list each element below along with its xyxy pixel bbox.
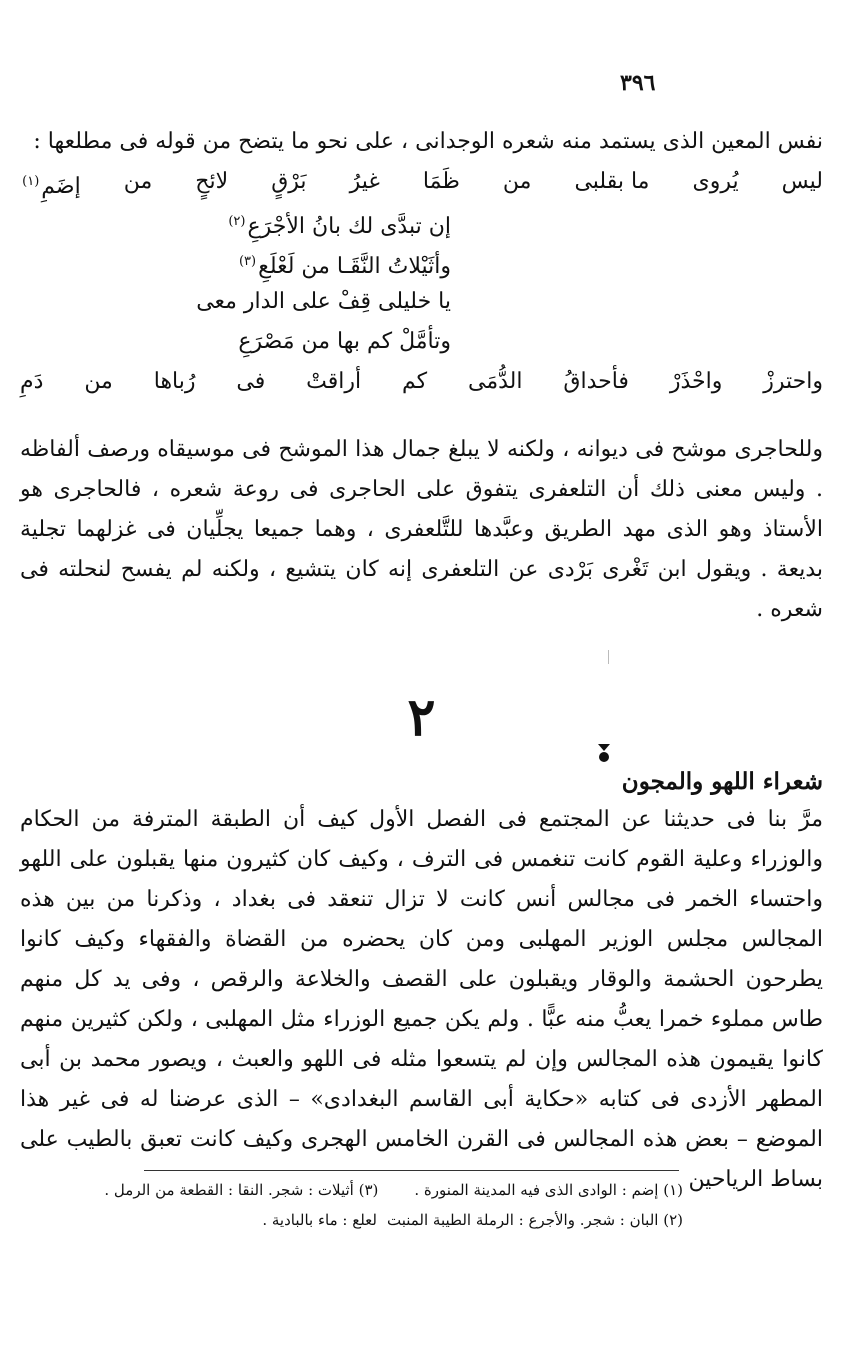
verse-word: كم (402, 369, 428, 394)
center-verse-line (226, 202, 451, 247)
verse-line-top (20, 162, 823, 202)
footnote-marker: (٣) (238, 254, 257, 269)
footnote-marker: (١) (22, 174, 40, 189)
verse-word: من (84, 369, 113, 394)
verse-word: واحْذَرْ (669, 369, 723, 394)
verse-word-last (20, 162, 81, 202)
footnote-1: (١) إضم : الوادى الذى فيه المدينة المنورة . (414, 1181, 683, 1199)
verse-word: ما بقلبى (574, 169, 650, 194)
verse-word: من (123, 169, 153, 194)
verse-word: بَرْقٍ (271, 169, 307, 194)
verse-word: من (502, 169, 532, 194)
verse-word: ليس (781, 169, 823, 194)
footnote-3: (٣) أثيلات : شجر. النقا : القطعة من الرمل . (104, 1181, 379, 1199)
verse-word: فى (236, 369, 266, 394)
verse-text: وتأمَّلْ كم بها من مَصْرَعِ (238, 329, 451, 354)
center-verse-line (196, 282, 451, 322)
verse-word: واحترزْ (763, 369, 823, 394)
footnote-4: لعلع : ماء بالبادية . (262, 1211, 377, 1229)
verse-word: يُروى (692, 169, 739, 194)
center-verse-line (238, 322, 451, 362)
footnote-row (3, 1178, 683, 1202)
intro-line: نفس المعين الذى يستمد منه شعره الوجدانى ، على نحو ما يتضح من قوله فى مطلعها : (33, 129, 823, 154)
verse-word: ظَمَا (422, 169, 460, 194)
verse-word: إضَمِ (41, 174, 81, 199)
paragraph-main: مرَّ بنا فى حديثنا عن المجتمع فى الفصل الأول كيف أن الطبقة المترفة من الحكام والوزراء وعلية القوم كانت تنغمس فى الترف ، وكيف كان كثيرون منها يقبلون على اللهو واحتساء الخمر فى مجالس أنس كانت لا تزال تنعقد فى بغداد ، وذكرنا من بين هذه المجالس مجلس الوزير المهلبى ومن كان يحضره من القضاة والفقهاء وكيف كانوا يطرحون الحشمة والوقار ويقبلون على القصف والخلاعة والرقص ، وفى يد كل منهم طاس مملوء خمرا يعبُّ منه عبًّا . ولم يكن جميع الوزراء مثل المهلبى ، ولكن كثيرين منهم كانوا يقيمون هذه المجالس وإن لم يتسعوا مثله فى اللهو والعبث ، ويصور محمد بن أبى المطهر الأزدى فى كتابه «حكاية أبى القاسم البغدادى» – الذى عرضنا له فى غير هذا الموضع – بعض هذه المجالس فى القرن الخامس الهجرى وكيف كانت تعبق بالطيب على بساط الرياحين (20, 807, 824, 1192)
footnote-marker: (٢) (228, 214, 246, 229)
verse-word: لائحٍ (195, 169, 229, 194)
verse-word: الدُّمَى (468, 369, 523, 394)
verse-word: أراقتْ (306, 369, 362, 394)
verse-text: إن تبدَّى لك بانُ الأجْرَعِ (247, 214, 451, 239)
footnote-row (3, 1208, 683, 1232)
section-number: ٢ (407, 687, 436, 748)
verse-word: رُباها (153, 369, 196, 394)
ornament-icon (594, 742, 614, 764)
verse-word: فأحداقُ (563, 369, 629, 394)
paragraph-hajiri: وللحاجرى موشح فى ديوانه ، ولكنه لا يبلغ جمال هذا الموشح فى موسيقاه ورصف ألفاظه . وليس معنى ذلك أن التلعفرى يتفوق على الحاجرى فى روعة شعره ، فالحاجرى هو الأستاذ وهو الذى مهد الطريق وعبَّدها للتَّلعفرى ، وهما جميعا يجلِّيان فى غزلهما تجلية بديعة . ويقول ابن تَغْرى بَرْدى عن التلعفرى إنه كان يتشيع ، ولكنه لم يفسح لنحلته فى شعره . (20, 437, 824, 622)
divider-mark (608, 650, 609, 664)
page-number: ٣٩٦ (620, 70, 656, 96)
section-title: شعراء اللهو والمجون (621, 768, 823, 795)
verse-word: دَمِ (20, 369, 44, 394)
verse-line-bottom (20, 362, 823, 402)
verse-text: يا خليلى قِفْ على الدار معى (196, 289, 451, 314)
footnote-2: (٢) البان : شجر. والأجرع : الرملة الطيبة المنبت (386, 1211, 683, 1229)
verse-word: غيرُ (349, 169, 380, 194)
center-verse-line (237, 242, 451, 287)
verse-text: وأثَيْلاتُ النَّقَـا من لَعْلَعِ (258, 254, 451, 279)
footnote-divider (144, 1170, 679, 1171)
